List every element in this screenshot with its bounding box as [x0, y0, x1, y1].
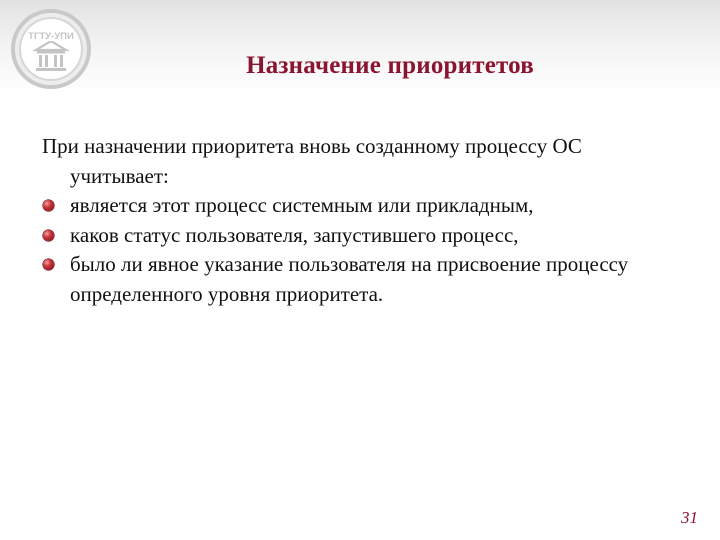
slide-content — [42, 132, 682, 309]
bullet-item-user-status — [42, 221, 682, 251]
intro-paragraph: При назначении приоритета вновь созданному процессу ОС учитывает: — [42, 134, 582, 188]
bullet-text: является этот процесс системным или прикладным, — [70, 193, 534, 217]
bullet-dot-icon — [43, 200, 54, 211]
slide-title: Назначение приоритетов — [246, 52, 534, 79]
page-number: 31 — [681, 508, 698, 527]
bullet-text: было ли явное указание пользователя на присвоение процессу определенного уровня приоритета. — [70, 252, 629, 306]
bullet-dot-icon — [43, 230, 54, 241]
bullet-text: каков статус пользователя, запустившего процесс, — [70, 222, 519, 247]
bullet-item-explicit-priority — [42, 250, 682, 309]
bullet-dot-icon — [43, 259, 54, 270]
bullet-list — [42, 191, 682, 309]
logo-text: ТГТУ-УПИ — [28, 31, 74, 42]
bullet-item-system-or-application — [42, 191, 682, 221]
university-logo-icon — [10, 8, 92, 90]
